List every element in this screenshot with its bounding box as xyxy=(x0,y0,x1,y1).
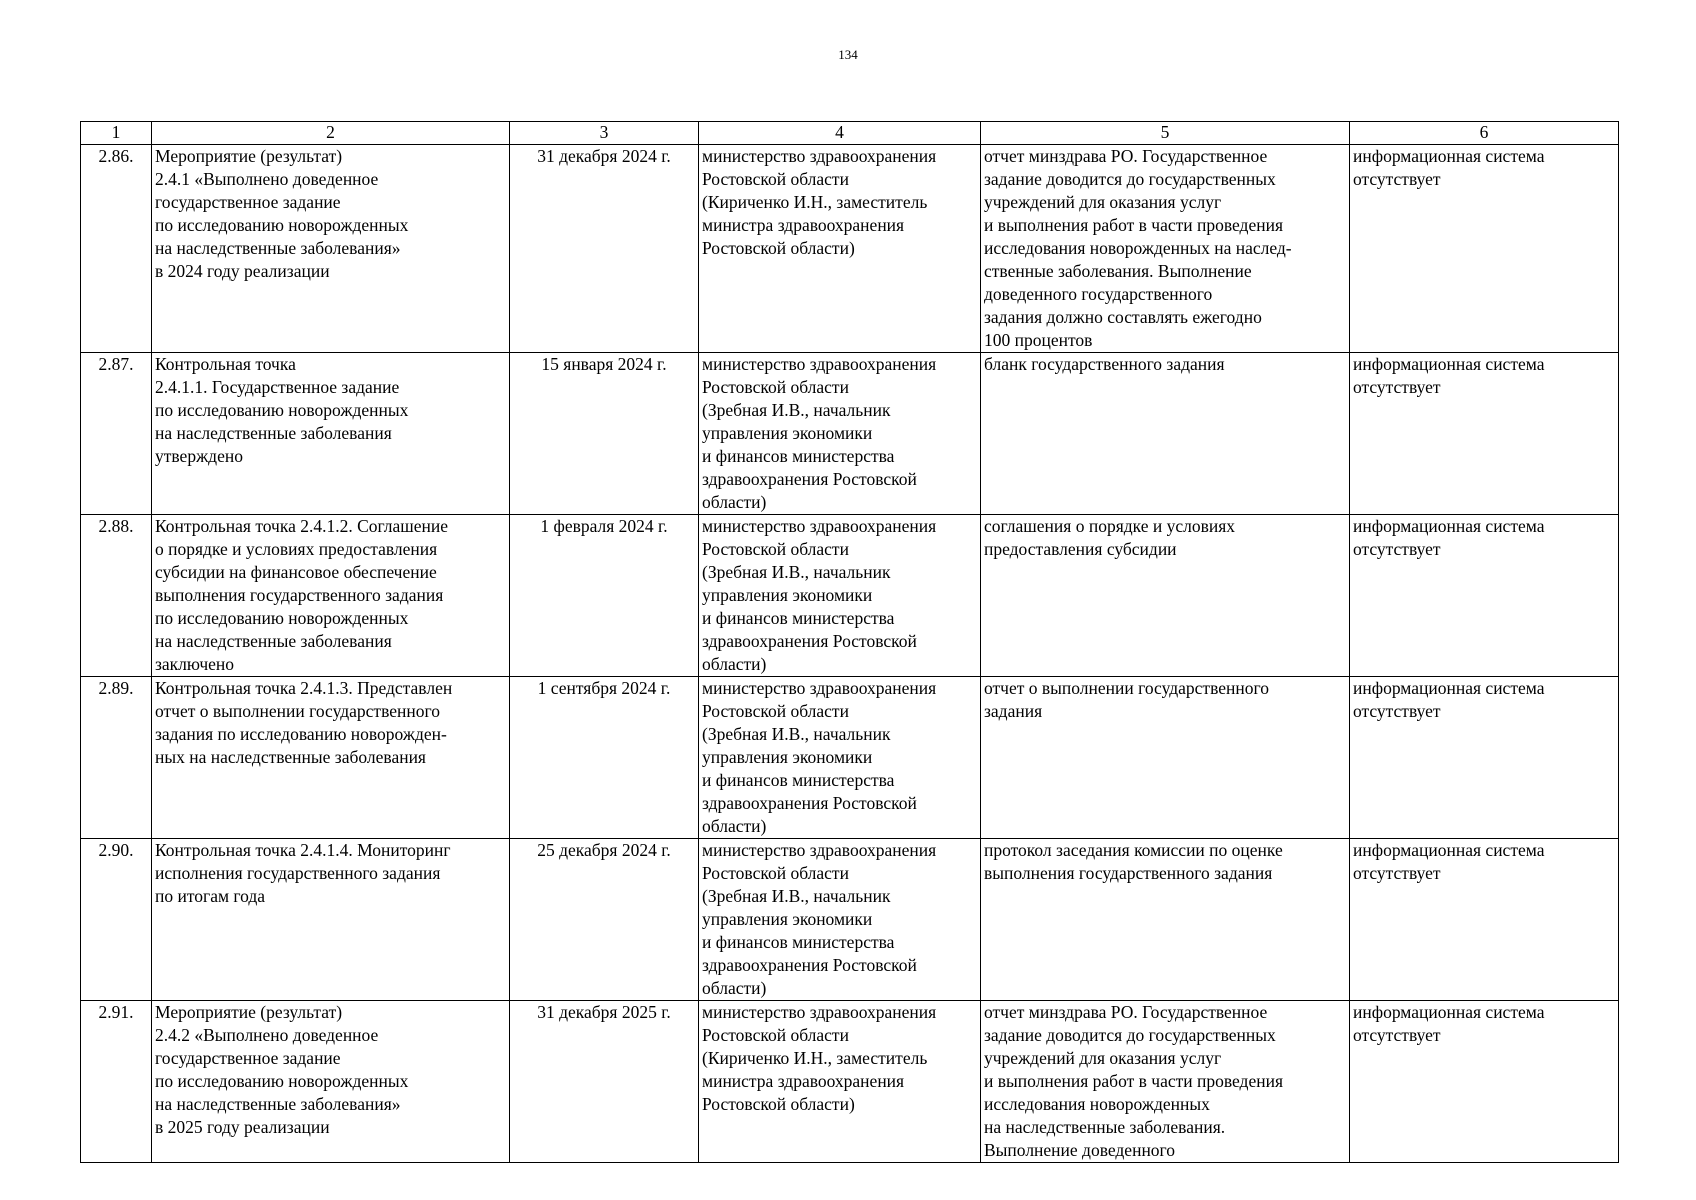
row-number: 2.91. xyxy=(81,1001,152,1163)
deadline-cell: 31 декабря 2024 г. xyxy=(510,145,699,353)
event-cell: Контрольная точка 2.4.1.1. Государственное задание по исследованию новорожденных на наследственные заболевания утверждено xyxy=(152,353,510,515)
document-cell: бланк государственного задания xyxy=(981,353,1350,515)
event-cell: Контрольная точка 2.4.1.2. Соглашение о порядке и условиях предоставления субсидии на финансовое обеспечение выполнения государственного задания по исследованию новорожденных на наследственные заболевания заключено xyxy=(152,515,510,677)
table-row xyxy=(81,145,1619,353)
row-number: 2.87. xyxy=(81,353,152,515)
document-cell: протокол заседания комиссии по оценке выполнения государственного задания xyxy=(981,839,1350,1001)
document-cell: отчет о выполнении государственного задания xyxy=(981,677,1350,839)
plan-table xyxy=(80,121,1619,1163)
event-cell: Контрольная точка 2.4.1.4. Мониторинг исполнения государственного задания по итогам года xyxy=(152,839,510,1001)
event-cell: Контрольная точка 2.4.1.3. Представлен отчет о выполнении государственного задания по исследованию новорожден- ных на наследственные заболевания xyxy=(152,677,510,839)
column-header-4: 4 xyxy=(699,122,981,145)
table-row xyxy=(81,677,1619,839)
table-row xyxy=(81,1001,1619,1163)
responsible-cell: министерство здравоохранения Ростовской области (Зребная И.В., начальник управления экономики и финансов министерства здравоохранения Ростовской области) xyxy=(699,677,981,839)
deadline-cell: 15 января 2024 г. xyxy=(510,353,699,515)
table-header-row xyxy=(81,122,1619,145)
row-number: 2.90. xyxy=(81,839,152,1001)
responsible-cell: министерство здравоохранения Ростовской области (Зребная И.В., начальник управления экономики и финансов министерства здравоохранения Ростовской области) xyxy=(699,515,981,677)
info-system-cell: информационная система отсутствует xyxy=(1350,1001,1619,1163)
info-system-cell: информационная система отсутствует xyxy=(1350,353,1619,515)
column-header-2: 2 xyxy=(152,122,510,145)
column-header-6: 6 xyxy=(1350,122,1619,145)
deadline-cell: 1 февраля 2024 г. xyxy=(510,515,699,677)
info-system-cell: информационная система отсутствует xyxy=(1350,145,1619,353)
column-header-5: 5 xyxy=(981,122,1350,145)
event-cell: Мероприятие (результат) 2.4.1 «Выполнено доведенное государственное задание по исследованию новорожденных на наследственные заболевания» в 2024 году реализации xyxy=(152,145,510,353)
column-header-1: 1 xyxy=(81,122,152,145)
info-system-cell: информационная система отсутствует xyxy=(1350,515,1619,677)
event-cell: Мероприятие (результат) 2.4.2 «Выполнено доведенное государственное задание по исследованию новорожденных на наследственные заболевания» в 2025 году реализации xyxy=(152,1001,510,1163)
info-system-cell: информационная система отсутствует xyxy=(1350,839,1619,1001)
document-cell: отчет минздрава РО. Государственное задание доводится до государственных учреждений для оказания услуг и выполнения работ в части проведения исследования новорожденных на наслед- ственные заболевания. Выполнение доведенного государственного задания должно составлять ежегодно 100 процентов xyxy=(981,145,1350,353)
document-cell: отчет минздрава РО. Государственное задание доводится до государственных учреждений для оказания услуг и выполнения работ в части проведения исследования новорожденных на наследственные заболевания. Выполнение доведенного xyxy=(981,1001,1350,1163)
table-row xyxy=(81,353,1619,515)
row-number: 2.86. xyxy=(81,145,152,353)
deadline-cell: 25 декабря 2024 г. xyxy=(510,839,699,1001)
table-row xyxy=(81,515,1619,677)
info-system-cell: информационная система отсутствует xyxy=(1350,677,1619,839)
column-header-3: 3 xyxy=(510,122,699,145)
row-number: 2.89. xyxy=(81,677,152,839)
row-number: 2.88. xyxy=(81,515,152,677)
page-number: 134 xyxy=(838,47,858,62)
document-cell: соглашения о порядке и условиях предоставления субсидии xyxy=(981,515,1350,677)
responsible-cell: министерство здравоохранения Ростовской области (Зребная И.В., начальник управления экономики и финансов министерства здравоохранения Ростовской области) xyxy=(699,839,981,1001)
responsible-cell: министерство здравоохранения Ростовской области (Кириченко И.Н., заместитель министра здравоохранения Ростовской области) xyxy=(699,145,981,353)
deadline-cell: 31 декабря 2025 г. xyxy=(510,1001,699,1163)
table-row xyxy=(81,839,1619,1001)
deadline-cell: 1 сентября 2024 г. xyxy=(510,677,699,839)
responsible-cell: министерство здравоохранения Ростовской области (Кириченко И.Н., заместитель министра здравоохранения Ростовской области) xyxy=(699,1001,981,1163)
responsible-cell: министерство здравоохранения Ростовской области (Зребная И.В., начальник управления экономики и финансов министерства здравоохранения Ростовской области) xyxy=(699,353,981,515)
